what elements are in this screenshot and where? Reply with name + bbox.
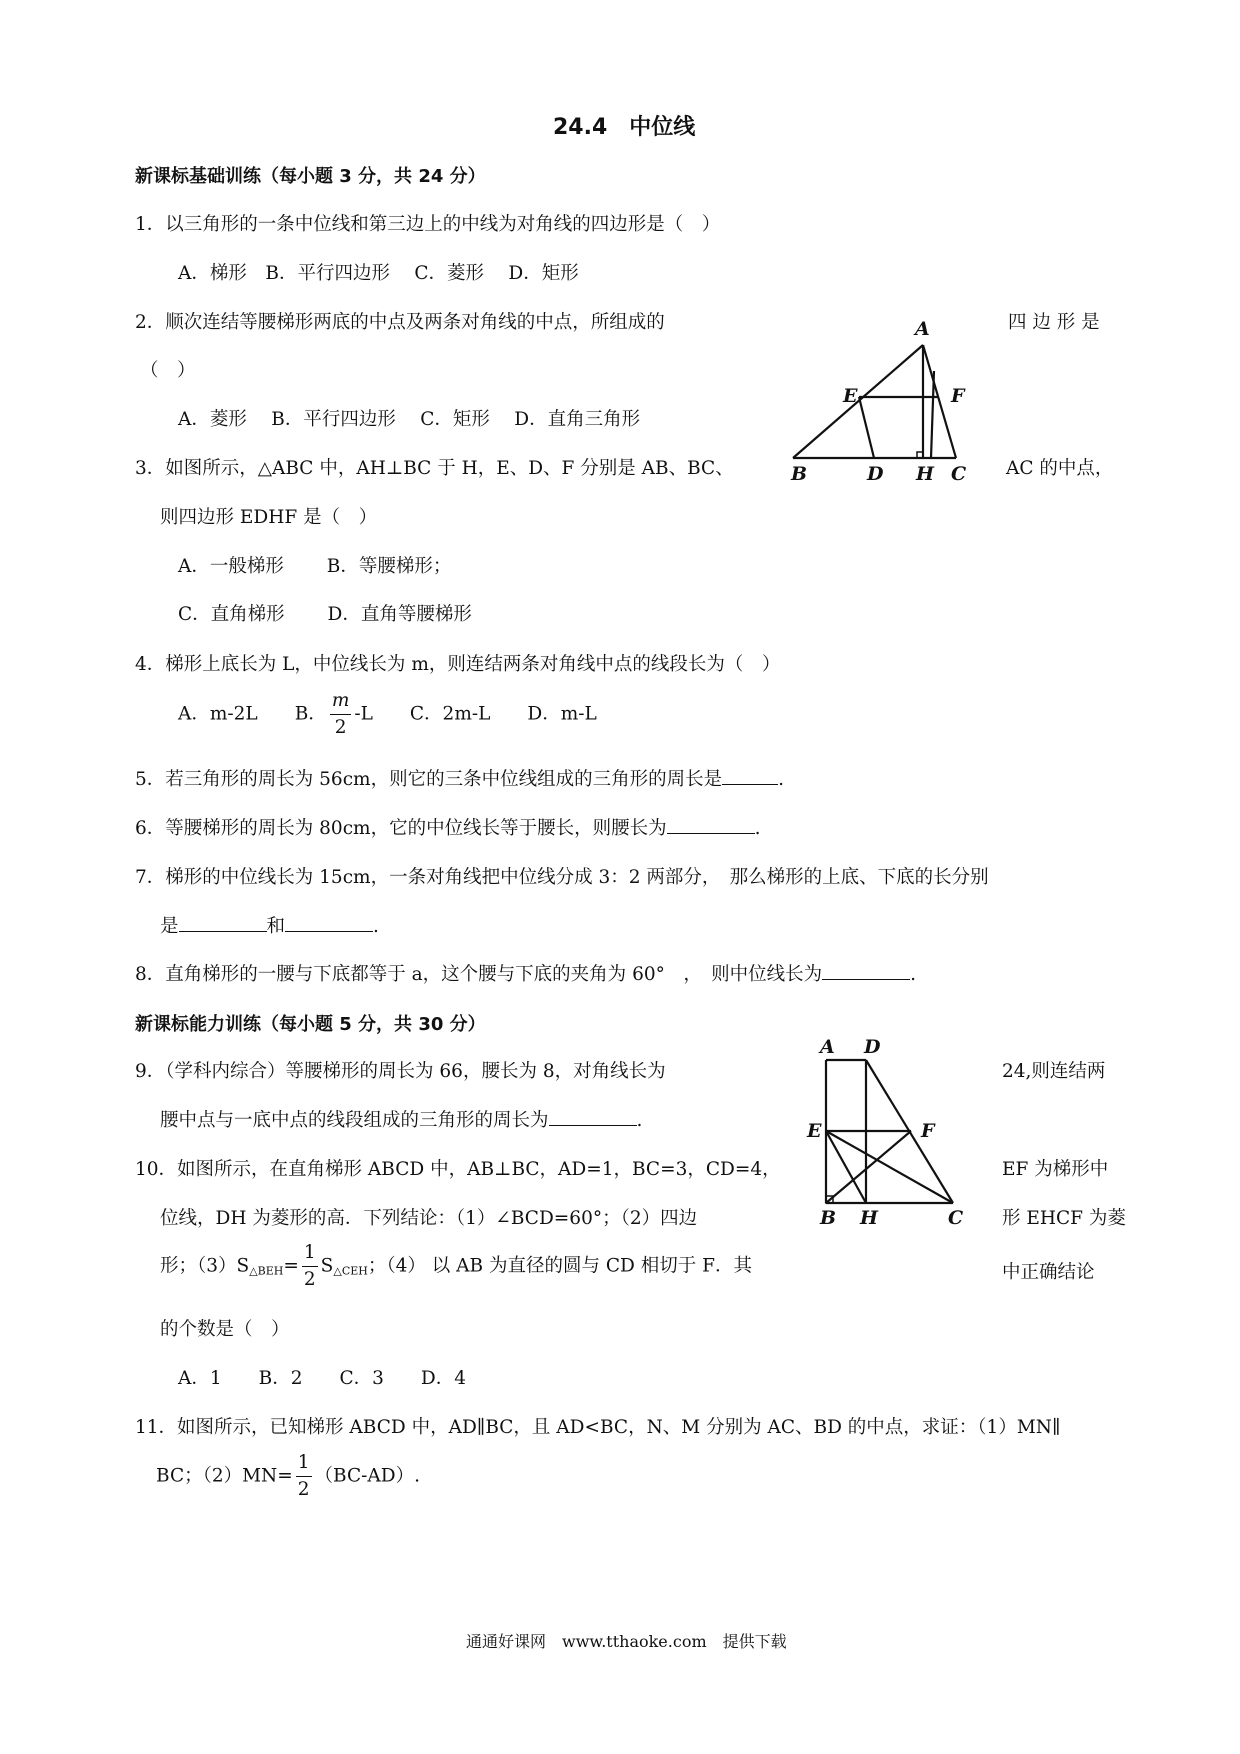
question-2-stem-right: 四 边 形 是: [1008, 312, 1100, 333]
fraction-denominator: 2: [297, 1478, 310, 1500]
question-10-line3-post: ；（4） 以 AB 为直径的圆与 CD 相切于 F．其: [367, 1255, 752, 1277]
label-h: H: [916, 463, 934, 485]
segment-ab: [793, 345, 923, 458]
question-11-line2-post: （BC-AD）.: [314, 1465, 420, 1487]
question-11-line2-pre: BC；（2）MN=: [156, 1465, 293, 1487]
footer-source: 通通好课网 www.tthaoke.com 提供下载: [466, 1632, 787, 1651]
question-3-stem-cont: 则四边形 EDHF 是（ ）: [160, 507, 378, 528]
fraction-denominator: 2: [303, 1268, 316, 1290]
page-title: 24.4 中位线: [553, 115, 696, 140]
label-a: A: [820, 1036, 835, 1058]
question-9-stem: 9．（学科内综合）等腰梯形的周长为 66，腰长为 8，对角线长为: [135, 1061, 666, 1082]
segment-fh: [931, 371, 934, 458]
question-7-cont-b: 和: [266, 916, 286, 937]
label-c: C: [951, 463, 967, 485]
question-2-stem-cont: （ ）: [140, 360, 196, 381]
question-7-cont: [160, 912, 379, 938]
question-6: [135, 814, 761, 840]
question-10-line1: 10．如图所示，在直角梯形 ABCD 中，AB⊥BC，AD=1，BC=3，CD=4，: [135, 1159, 781, 1180]
answer-blank[interactable]: [822, 965, 910, 980]
label-e: E: [807, 1120, 822, 1142]
question-10-line3: [160, 1244, 752, 1289]
fraction-numerator: 1: [302, 1244, 318, 1267]
fraction-denominator: 2: [334, 716, 347, 738]
label-f: F: [951, 385, 965, 407]
fraction-one-half: [296, 1454, 312, 1499]
figure-triangle-abc: [773, 295, 988, 507]
area-symbol: S: [320, 1255, 334, 1277]
equals-sign: =: [283, 1255, 299, 1277]
question-4-option-a: A．m-2L B．: [178, 703, 327, 725]
question-5-end: .: [778, 769, 784, 790]
label-f: F: [921, 1120, 935, 1142]
question-4-options: [178, 692, 597, 737]
question-5-stem: 5．若三角形的周长为 56cm，则它的三条中位线组成的三角形的周长是: [135, 769, 723, 790]
fraction-m-over-2: [330, 692, 352, 737]
question-3-stem-right: AC 的中点，: [1006, 458, 1114, 479]
question-9-end: .: [636, 1110, 643, 1131]
question-11-line2: [156, 1454, 420, 1499]
question-11-line1: 11．如图所示，已知梯形 ABCD 中，AD∥BC，且 AD<BC，N、M 分别为 AC、BD 的中点，求证：（1）MN∥: [135, 1417, 1061, 1438]
answer-blank[interactable]: [667, 819, 755, 834]
label-c: C: [948, 1207, 964, 1229]
question-8-stem: 8．直角梯形的一腰与下底都等于 a，这个腰与下底的夹角为 60° ， 则中位线长为: [135, 964, 823, 985]
answer-blank[interactable]: [549, 1111, 637, 1126]
question-3-options-ab: A．一般梯形 B．等腰梯形；: [178, 556, 452, 577]
section-basic-heading: 新课标基础训练（每小题 3 分，共 24 分）: [135, 166, 486, 187]
area-subscript-beh: △BEH: [249, 1264, 284, 1278]
answer-blank[interactable]: [722, 770, 778, 785]
question-9-cont: [160, 1106, 642, 1132]
question-10-line3-right: 中正确结论: [1002, 1262, 1095, 1283]
fraction-numerator: m: [330, 692, 352, 715]
question-7-cont-a: 是: [160, 916, 179, 937]
question-9-stem-right: 24,则连结两: [1002, 1061, 1106, 1082]
question-1-stem: 1．以三角形的一条中位线和第三边上的中线为对角线的四边形是（ ）: [135, 214, 721, 235]
question-6-end: .: [754, 818, 761, 839]
label-h: H: [860, 1207, 878, 1229]
label-a: A: [915, 318, 930, 340]
question-2-stem: 2．顺次连结等腰梯形两底的中点及两条对角线的中点，所组成的: [135, 312, 665, 333]
question-10-options: A．1 B．2 C．3 D．4: [178, 1368, 467, 1389]
question-7-end: .: [373, 916, 379, 937]
fraction-one-half: [302, 1244, 318, 1289]
fraction-numerator: 1: [296, 1454, 312, 1477]
segment-ed: [859, 397, 874, 458]
question-3-options-cd: C．直角梯形 D．直角等腰梯形: [178, 604, 472, 625]
question-6-stem: 6．等腰梯形的周长为 80cm，它的中位线长等于腰长，则腰长为: [135, 818, 667, 839]
question-9-stem-cont: 腰中点与一底中点的线段组成的三角形的周长为: [160, 1110, 549, 1131]
question-10-line4: 的个数是（ ）: [160, 1319, 290, 1340]
label-e: E: [843, 385, 858, 407]
question-7-stem: 7．梯形的中位线长为 15cm，一条对角线把中位线分成 3：2 两部分， 那么梯形的上底、下底的长分别: [135, 867, 989, 888]
question-10-line3-pre: 形；（3）S: [160, 1255, 250, 1277]
question-10-line2-right: 形 EHCF 为菱: [1002, 1208, 1126, 1229]
section-ability-heading: 新课标能力训练（每小题 5 分，共 30 分）: [135, 1014, 486, 1035]
figure-trapezoid-abcd: [790, 1008, 985, 1238]
question-4-option-b-tail: -L C．2m-L D．m-L: [354, 703, 597, 725]
question-8-end: .: [910, 964, 916, 985]
question-10-line2: 位线，DH 为菱形的高．下列结论：（1）∠BCD=60°；（2）四边: [160, 1208, 698, 1229]
question-2-options: A．菱形 B．平行四边形 C．矩形 D．直角三角形: [178, 409, 641, 430]
label-b: B: [791, 463, 808, 485]
answer-blank[interactable]: [179, 917, 267, 932]
label-d: D: [864, 1036, 881, 1058]
question-4-stem: 4．梯形上底长为 L，中位线长为 m，则连结两条对角线中点的线段长为（ ）: [135, 654, 781, 675]
segment-bf: [826, 1131, 911, 1203]
question-3-stem: 3．如图所示，△ABC 中，AH⊥BC 于 H，E、D、F 分别是 AB、BC、: [135, 458, 734, 479]
question-1-options: A．梯形 B．平行四边形 C．菱形 D．矩形: [178, 263, 579, 284]
answer-blank[interactable]: [285, 917, 373, 932]
question-8: [135, 960, 916, 986]
question-5: [135, 765, 784, 791]
question-10-line1-right: EF 为梯形中: [1002, 1159, 1109, 1180]
label-b: B: [820, 1207, 837, 1229]
label-d: D: [867, 463, 884, 485]
area-subscript-ceh: △CEH: [333, 1264, 368, 1278]
